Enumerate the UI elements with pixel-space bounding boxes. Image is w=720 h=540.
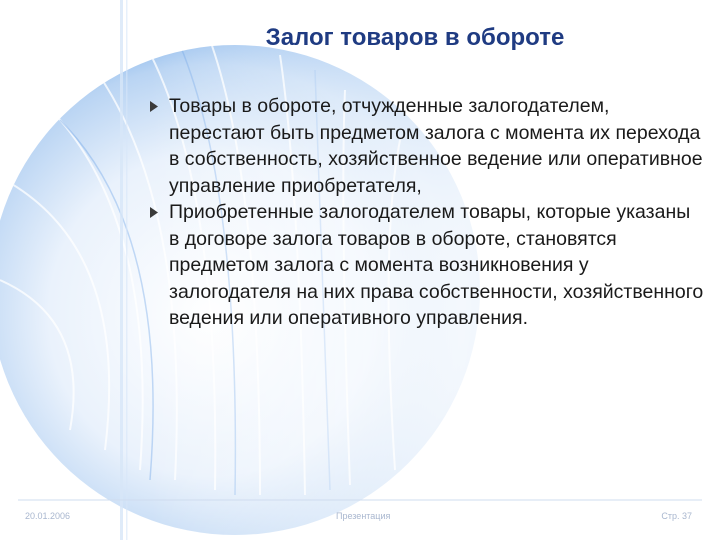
footer-presentation-label: Презентация — [336, 511, 391, 521]
bullet-text: Приобретенные залогодателем товары, которые указаны в договоре залога товаров в обороте, становятся предметом залога с момента возникновения у залогодателя на них права собственности, хозяйственного ведения или оперативного управления. — [169, 201, 704, 329]
triangle-right-icon — [149, 101, 158, 112]
bullet-item — [145, 199, 705, 332]
footer-date: 20.01.2006 — [25, 511, 71, 521]
slide-title: Залог товаров в обороте — [265, 24, 565, 51]
footer-page-number: Стр. 37 — [661, 511, 692, 521]
triangle-right-icon — [149, 207, 158, 218]
bullet-list — [145, 93, 705, 332]
bullet-item — [145, 93, 705, 199]
bullet-text: Товары в обороте, отчужденные залогодателем, перестают быть предметом залога с момента их перехода в собственность, хозяйственное ведение или оперативное управление приобретателя, — [169, 95, 703, 197]
